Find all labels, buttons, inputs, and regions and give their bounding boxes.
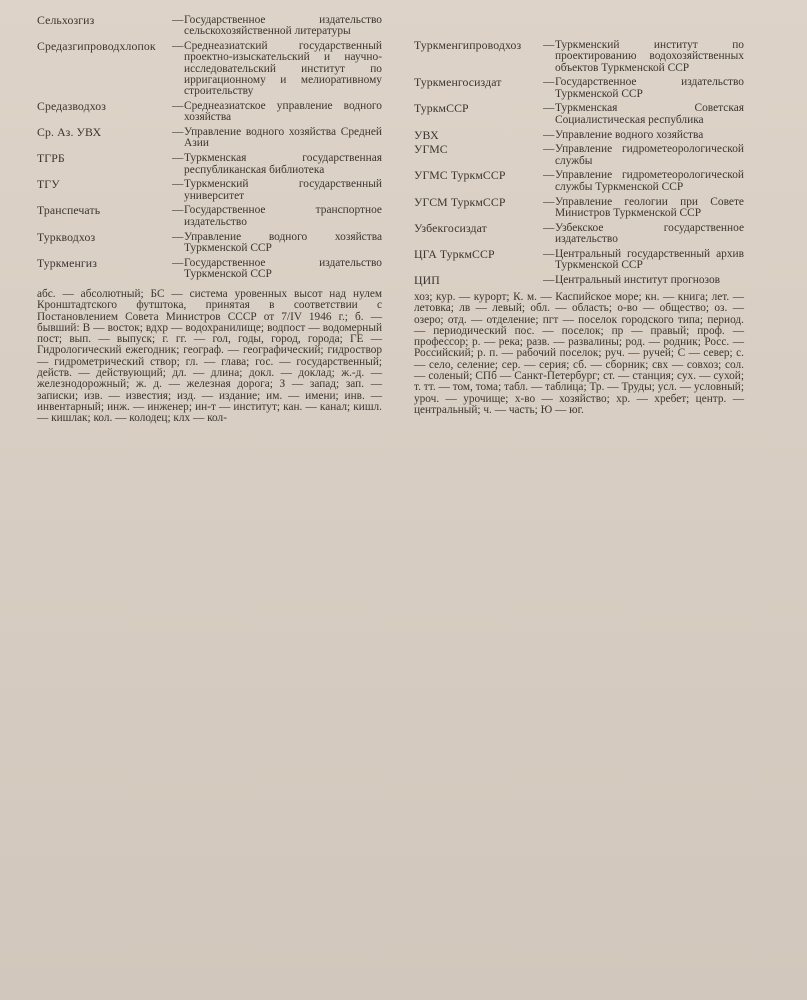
abbreviation-entry <box>414 103 744 126</box>
abbreviations-paragraph-right: хоз; кур. — курорт; К. м. — Каспийское море; кн. — книга; лет. — летовка; лв — левый; обл. — область; о-во — общество; оз. — озеро; отд. — отделение; пгт — поселок городского типа; период. — периодический пос. — поселок; пр — правый; проф. — профессор; р. — река; разв. — развалины; род. — родник; Росс. — Российский; р. п. — рабочий поселок; руч. — ручей; С — север; с. — село, селение; сер. — серия; сб. — сборник; свх — совхоз; сол. — соленый; СПб — Санкт-Петербург; ст. — станция; сух. — сухой; т. тт. — том, тома; табл. — таблица; Тр. — Труды; усл. — условный; уроч. — урочище; х-во — хозяйство; хр. — хребет; центр. — центральный; ч. — часть; Ю — юг. <box>414 291 744 416</box>
abbreviation-term: Туркменгосиздат <box>414 75 502 90</box>
abbreviation-definition: Центральный государственный архив Туркменской ССР <box>555 247 744 272</box>
abbreviation-term: ТуркмССР <box>414 101 469 116</box>
dash-separator: — <box>543 273 555 286</box>
abbreviation-entry <box>37 255 382 281</box>
abbreviation-term: ТГРБ <box>37 151 65 166</box>
abbreviation-definition: Туркменский государственный университет <box>184 178 382 202</box>
abbreviation-definition: Среднеазиатский государственный проектно-изыскательский и научно-исследовательский институт по ирригационному и мелиоративному строительству <box>184 40 382 98</box>
abbreviation-definition: Государственное транспортное издательство <box>184 204 382 228</box>
dash-separator: — <box>172 126 184 139</box>
left-abbreviation-list <box>37 15 382 284</box>
abbreviation-definition: Узбекское государственное издательство <box>555 221 744 245</box>
dash-separator: — <box>172 204 184 217</box>
abbreviation-entry <box>414 272 744 287</box>
abbreviation-term: ЦГА ТуркмССР <box>414 246 495 261</box>
abbreviation-term: УВХ <box>414 127 439 142</box>
abbreviation-definition: Управление гидрометеорологической службы Туркменской ССР <box>555 169 744 193</box>
abbreviation-definition: Государственное издательство Туркменской ССР <box>555 76 744 100</box>
abbreviation-definition: Туркменский институт по проектированию водохозяйственных объектов Туркменской ССР <box>555 39 744 74</box>
abbreviation-term: Ср. Аз. УВХ <box>37 125 102 140</box>
abbreviation-term: УГМС <box>414 142 448 157</box>
dash-separator: — <box>543 221 555 234</box>
abbreviation-term: Туркводхоз <box>37 229 96 244</box>
abbreviation-definition: Туркменская Советская Социалистическая республика <box>555 102 744 126</box>
abbreviation-entry <box>414 246 744 272</box>
abbreviation-entry <box>37 205 382 228</box>
abbreviation-definition: Управление геологии при Совете Министров Туркменской ССР <box>555 195 744 219</box>
abbreviations-paragraph-left: абс. — абсолютный; БС — система уровенных высот над нулем Кронштадтского футштока, принятая в соответствии с Постановлением Совета Министров СССР от 7/IV 1946 г.; б. — бывший: В — восток; вдхр — водохранилище; водпост — водомерный пост; вып. — выпуск; г. гг. — гол, годы, город, города; ГЕ — Гидрологический ежегодник; географ. — географический; гидроствор — гидрометрический створ; гл. — глава; гос. — государственный; действ. — действующий; дл. — длина; докл. — доклад; ж.-д. — железнодорожный; ж. д. — железная дорога; З — запад; зап. — записки; изв. — известия; изд. — издание; им. — имени; инв. — инвентарный; инж. — инженер; ин-т — институт; кан. — канал; кишл. — кишлак; кол. — колодец; клх — кол- <box>37 288 382 425</box>
dash-separator: — <box>172 100 184 113</box>
abbreviation-term: Туркменгиз <box>37 255 97 270</box>
abbreviation-entry <box>414 170 744 193</box>
abbreviation-entry <box>414 144 744 167</box>
abbreviation-entry <box>414 194 744 220</box>
abbreviation-entry <box>414 40 744 74</box>
abbreviation-definition: Управление гидрометеорологической службы <box>555 143 744 167</box>
dash-separator: — <box>543 195 555 208</box>
abbreviation-term: УГМС ТуркмССР <box>414 168 506 183</box>
abbreviation-term: УГСМ ТуркмССР <box>414 194 506 209</box>
abbreviation-term: ТГУ <box>37 177 60 192</box>
abbreviation-term: ЦИП <box>414 272 440 287</box>
abbreviation-definition: Государственное издательство Туркменской ССР <box>184 256 382 280</box>
dash-separator: — <box>543 247 555 260</box>
dash-separator: — <box>172 230 184 243</box>
dash-separator: — <box>543 102 555 115</box>
abbreviation-definition: Государственное издательство сельскохозяйственной литературы <box>184 14 382 38</box>
dash-separator: — <box>172 14 184 26</box>
dash-separator: — <box>172 152 184 165</box>
abbreviation-entry <box>37 15 382 38</box>
abbreviation-entry <box>37 179 382 202</box>
abbreviation-definition: Управление водного хозяйства <box>555 128 704 141</box>
abbreviation-term: Узбекгосиздат <box>414 220 487 235</box>
dash-separator: — <box>543 39 555 51</box>
dash-separator: — <box>543 76 555 89</box>
abbreviation-definition: Управление водного хозяйства Средней Азии <box>184 126 382 150</box>
abbreviation-entry <box>414 220 744 246</box>
abbreviation-entry <box>414 77 744 100</box>
abbreviation-term: Средазводхоз <box>37 99 107 114</box>
abbreviation-term: Сельхозгиз <box>37 13 95 27</box>
dash-separator: — <box>172 40 184 53</box>
abbreviation-entry <box>37 229 382 255</box>
abbreviation-term: Средазгипроводхлопок <box>37 39 156 54</box>
dash-separator: — <box>543 128 555 141</box>
abbreviation-entry <box>37 127 382 150</box>
abbreviation-term: Транспечать <box>37 203 101 218</box>
abbreviation-definition: Центральный институт прогнозов <box>555 273 721 286</box>
abbreviation-entry <box>37 101 382 124</box>
right-abbreviation-list <box>414 40 744 290</box>
abbreviation-entry <box>414 127 744 142</box>
abbreviation-definition: Управление водного хозяйства Туркменской ССР <box>184 230 382 254</box>
abbreviation-definition: Туркменская государственная республиканская библиотека <box>184 152 382 176</box>
dash-separator: — <box>172 256 184 269</box>
dash-separator: — <box>172 178 184 191</box>
dash-separator: — <box>543 143 555 156</box>
abbreviation-definition: Среднеазиатское управление водного хозяйства <box>184 100 382 124</box>
dash-separator: — <box>543 169 555 182</box>
abbreviation-entry <box>37 41 382 97</box>
abbreviation-entry <box>37 153 382 176</box>
abbreviation-term: Туркменгипроводхоз <box>414 38 522 52</box>
